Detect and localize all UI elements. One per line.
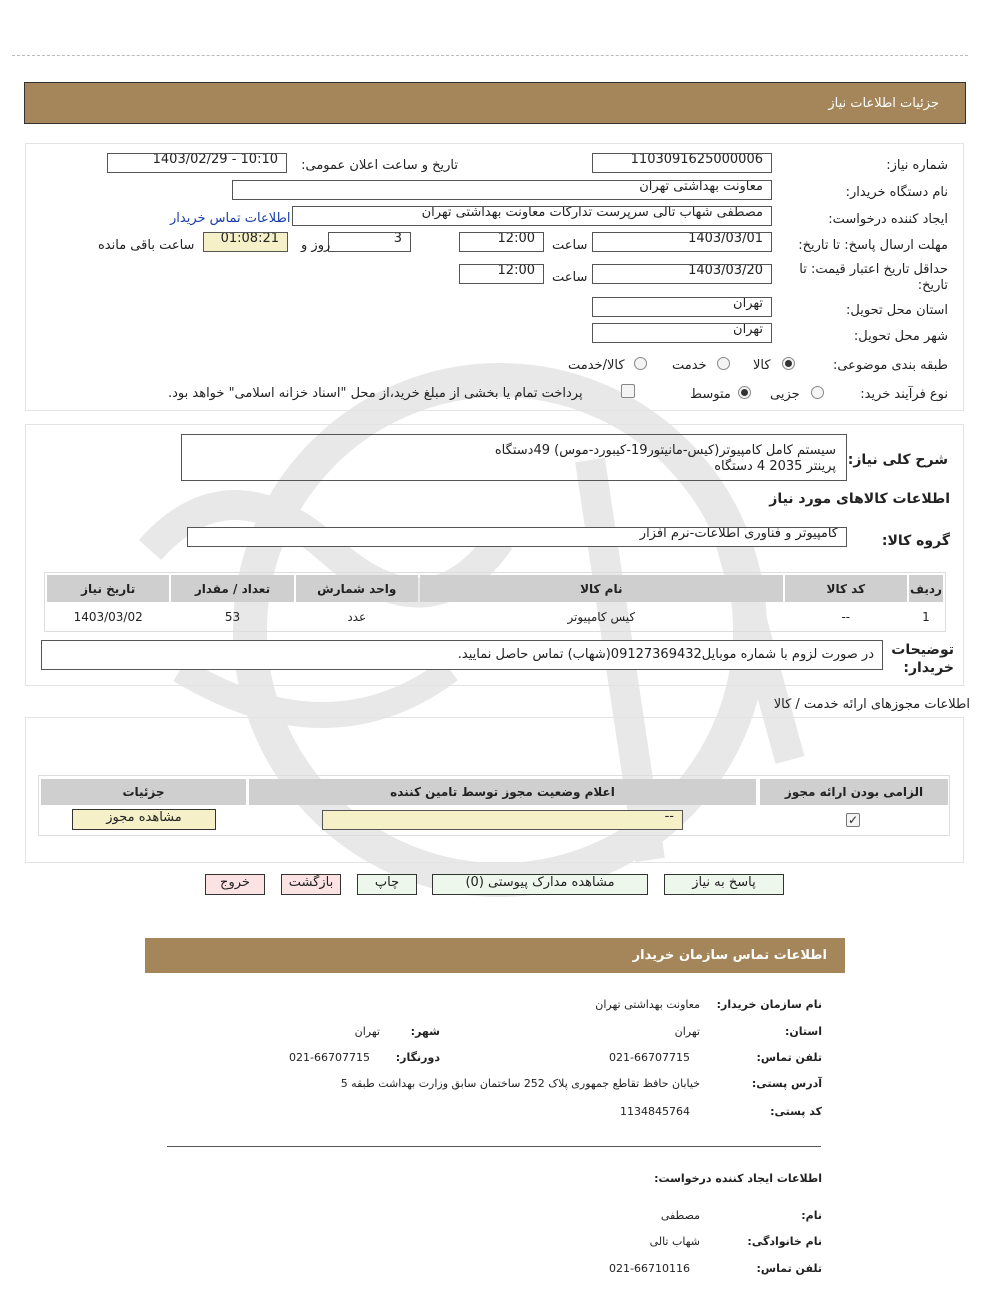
category-option-both: کالا/خدمت [568, 358, 625, 373]
province-label: استان محل تحویل: [846, 303, 948, 318]
category-label: طبقه بندی موضوعی: [832, 358, 948, 373]
requester-title: اطلاعات ایجاد کننده درخواست: [654, 1172, 822, 1185]
deadline-label: مهلت ارسال پاسخ: تا تاریخ: [798, 238, 948, 253]
contact-divider [167, 1146, 821, 1147]
goods-group-label: گروه کالا: [881, 533, 950, 549]
goods-group-field: کامپیوتر و فناوری اطلاعات-نرم افزار [187, 527, 847, 547]
exit-button[interactable]: خروج [205, 874, 265, 895]
contact-postal-value: 1134845764 [620, 1105, 690, 1118]
col-header-code: کد کالا [785, 575, 907, 602]
contact-fax-label: دورنگار: [395, 1051, 440, 1064]
process-radio-minor[interactable] [811, 386, 824, 399]
cell-qty: 53 [224, 609, 241, 624]
permit-required-checkbox: ✓ [847, 813, 859, 827]
attachments-button[interactable]: مشاهده مدارک پیوستی (0) [432, 874, 648, 895]
requester-phone-label: تلفن تماس: [756, 1262, 822, 1275]
top-divider [12, 55, 968, 56]
items-table [45, 573, 945, 631]
reply-button[interactable]: پاسخ به نیاز [664, 874, 784, 895]
col-header-qty: تعداد / مقدار [171, 575, 293, 602]
contact-address-label: آدرس پستی: [751, 1077, 822, 1090]
category-option-service: خدمت [672, 358, 707, 373]
permit-status-field[interactable]: -- [322, 810, 683, 830]
requester-name-label: نام: [801, 1209, 822, 1222]
requester-name-value: مصطفی [660, 1209, 700, 1222]
contact-org-value: معاونت بهداشتی تهران [595, 998, 700, 1011]
days-label: روز و [301, 238, 331, 253]
contact-city-label: شهر: [410, 1025, 440, 1038]
permit-header-required: الزامی بودن ارائه مجوز [760, 779, 948, 805]
contact-org-label: نام سازمان خریدار: [716, 998, 822, 1011]
city-field: تهران [592, 323, 772, 343]
remaining-label: ساعت باقی مانده [98, 238, 195, 253]
col-header-name: نام کالا [420, 575, 783, 602]
page-header [24, 82, 966, 124]
permit-header-details: جزئیات [41, 779, 246, 805]
contact-city-value: تهران [354, 1025, 380, 1038]
validity-time-field: 12:00 [459, 264, 544, 284]
cell-name: کیس کامپیوتر [567, 609, 636, 624]
treasury-note: پرداخت تمام یا بخشی از مبلغ خرید،از محل "اسناد خزانه اسلامی" خواهد بود. [168, 386, 583, 401]
deadline-date-field: 1403/03/01 [592, 232, 772, 252]
col-header-unit: واحد شمارش [296, 575, 418, 602]
requester-phone-value: 021-66710116 [609, 1262, 690, 1275]
description-line-1: سیستم کامل کامپیوتر(کیس-مانیتور19-کیبورد-موس) 49دستگاه [494, 443, 836, 458]
contact-postal-label: کد پستی: [770, 1105, 822, 1118]
category-radio-service[interactable] [717, 357, 730, 370]
cell-row-no: 1 [922, 609, 930, 624]
contact-phone-value: 021-66707715 [609, 1051, 690, 1064]
announce-field: 1403/02/29 - 10:10 [107, 153, 287, 173]
contact-province-value: تهران [674, 1025, 700, 1038]
buyer-label: نام دستگاه خریدار: [845, 185, 948, 200]
contact-title: اطلاعات تماس سازمان خریدار [632, 948, 827, 963]
contact-phone-label: تلفن تماس: [756, 1051, 822, 1064]
table-row [47, 604, 943, 629]
requester-family-label: نام خانوادگی: [747, 1235, 822, 1248]
category-option-goods: کالا [753, 358, 771, 373]
contact-address-value: خیابان حافظ تقاطع جمهوری پلاک 252 ساختمان سابق وزارت بهداشت طبقه 5 [340, 1077, 700, 1090]
announce-label: تاریخ و ساعت اعلان عمومی: [301, 158, 458, 173]
buyer-notes-label: توضیحات خریدار: [891, 642, 954, 676]
creator-label: ایجاد کننده درخواست: [828, 212, 948, 227]
permit-header-status: اعلام وضعیت مجوز توسط تامین کننده [249, 779, 756, 805]
days-field: 3 [328, 232, 411, 252]
city-label: شهر محل تحویل: [853, 329, 948, 344]
process-option-medium: متوسط [690, 387, 731, 402]
buyer-contact-link[interactable]: اطلاعات تماس خریدار [170, 211, 291, 226]
contact-header [145, 938, 845, 973]
cell-code: -- [841, 609, 851, 624]
contact-province-label: استان: [785, 1025, 822, 1038]
cell-unit: عدد [347, 609, 367, 624]
creator-field: مصطفی شهاب تالی سرپرست تدارکات معاونت بهداشتی تهران [292, 206, 772, 226]
need-number-label: شماره نیاز: [886, 158, 948, 173]
process-option-minor: جزیی [770, 387, 800, 402]
category-radio-goods[interactable] [782, 357, 795, 370]
page-title: جزئیات اطلاعات نیاز [828, 96, 939, 111]
need-number-field: 1103091625000006 [592, 153, 772, 173]
col-header-row-no: ردیف [909, 575, 943, 602]
description-line-2: پرینتر 2035 4 دستگاه [714, 459, 836, 474]
items-table-header [47, 575, 943, 602]
deadline-hour-label: ساعت [552, 238, 588, 253]
buyer-notes-field: در صورت لزوم با شماره موبایل09127369432(شهاب) تماس حاصل نمایید. [41, 640, 883, 670]
cell-date: 1403/03/02 [73, 609, 143, 624]
category-radio-both[interactable] [634, 357, 647, 370]
process-label: نوع فرآیند خرید: [860, 387, 948, 402]
view-permit-button[interactable]: مشاهده مجوز [72, 809, 216, 830]
validity-hour-label: ساعت [552, 270, 588, 285]
contact-fax-value: 021-66707715 [289, 1051, 370, 1064]
goods-info-title: اطلاعات کالاهای مورد نیاز [769, 491, 950, 507]
col-header-date: تاریخ نیاز [47, 575, 169, 602]
permits-title: اطلاعات مجوزهای ارائه خدمت / کالا [773, 697, 970, 712]
buyer-field: معاونت بهداشتی تهران [232, 180, 772, 200]
description-label: شرح کلی نیاز: [847, 452, 948, 468]
remaining-time-field: 01:08:21 [203, 232, 288, 252]
back-button[interactable]: بازگشت [281, 874, 341, 895]
province-field: تهران [592, 297, 772, 317]
process-radio-medium[interactable] [738, 386, 751, 399]
description-box [181, 434, 847, 481]
deadline-time-field: 12:00 [459, 232, 544, 252]
validity-date-field: 1403/03/20 [592, 264, 772, 284]
treasury-checkbox[interactable] [621, 384, 635, 398]
print-button[interactable]: چاپ [357, 874, 417, 895]
requester-family-value: شهاب تالی [649, 1235, 700, 1248]
validity-label: حداقل تاریخ اعتبار قیمت: تا تاریخ: [799, 262, 948, 293]
